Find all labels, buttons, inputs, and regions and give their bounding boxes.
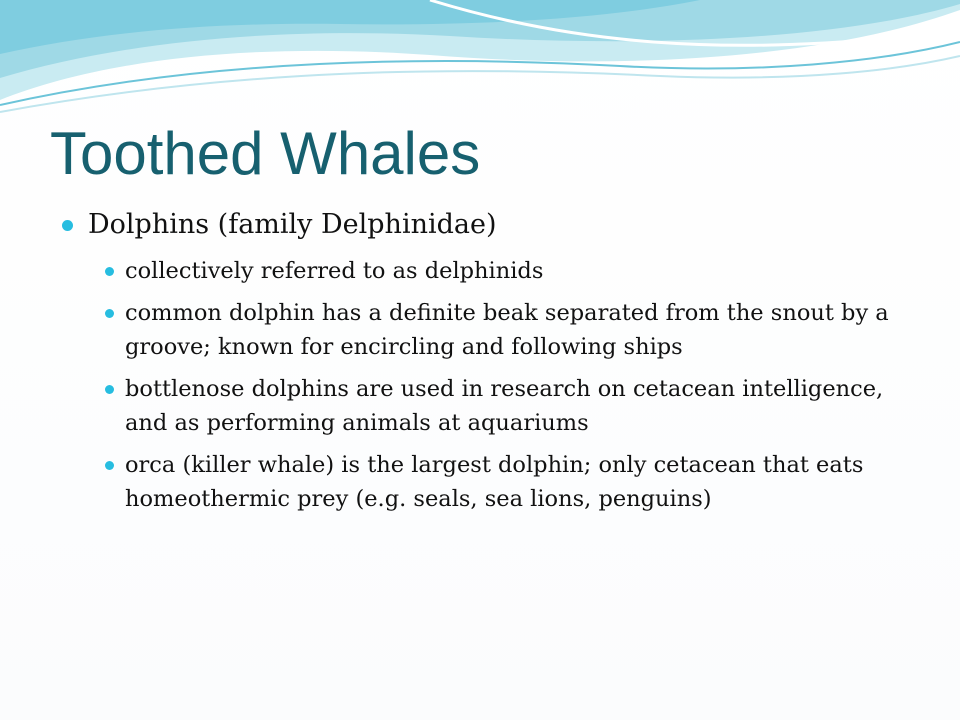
list-item <box>60 372 920 440</box>
wave-header-decoration <box>0 0 960 120</box>
bullet-text: Dolphins (family Delphinidae) <box>88 209 497 240</box>
bullet-dot-icon <box>62 220 73 231</box>
list-item <box>60 448 920 516</box>
bullet-list <box>60 206 920 524</box>
list-item-main <box>60 206 920 244</box>
slide-title: Toothed Whales <box>50 120 481 187</box>
bullet-dot-icon <box>105 267 114 276</box>
bullet-text: collectively referred to as delphinids <box>125 258 544 284</box>
bullet-text: bottlenose dolphins are used in research on cetacean intelligence, and as performing animals at aquariums <box>125 376 884 436</box>
bullet-text: orca (killer whale) is the largest dolphin; only cetacean that eats homeothermic prey (e.g. seals, sea lions, penguins) <box>125 452 864 512</box>
bullet-text: common dolphin has a definite beak separated from the snout by a groove; known for encircling and following ships <box>125 300 889 360</box>
list-item <box>60 254 920 288</box>
bullet-dot-icon <box>105 385 114 394</box>
bullet-dot-icon <box>105 461 114 470</box>
list-item <box>60 296 920 364</box>
bullet-dot-icon <box>105 309 114 318</box>
